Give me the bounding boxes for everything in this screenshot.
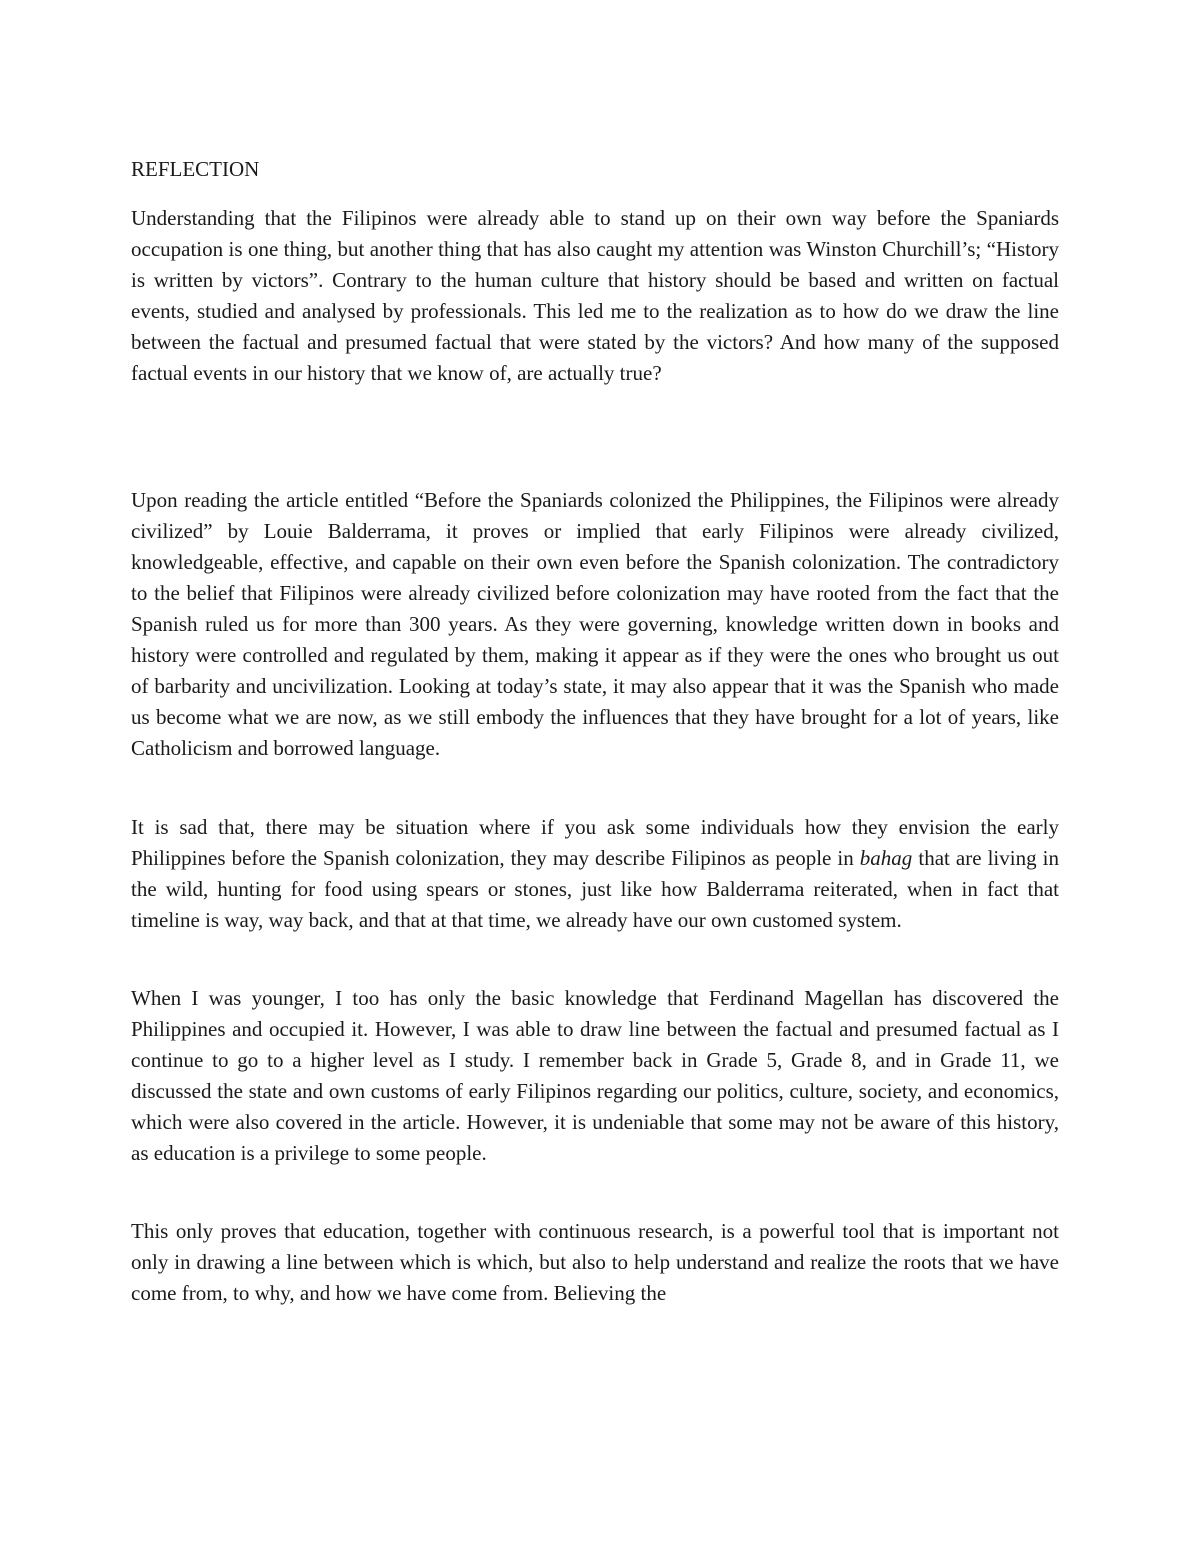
paragraph-3 <box>131 812 1059 936</box>
paragraph-3-italic-word: bahag <box>859 846 913 870</box>
paragraph-2: Upon reading the article entitled “Before the Spaniards colonized the Philippines, the Filipinos were already civilized” by Louie Balderrama, it proves or implied that early Filipinos were already civilized, knowledgeable, effective, and capable on their own even before the Spanish colonization. The contradictory to the belief that Filipinos were already civilized before colonization may have rooted from the fact that the Spanish ruled us for more than 300 years. As they were governing, knowledge written down in books and history were controlled and regulated by them, making it appear as if they were the ones who brought us out of barbarity and uncivilization. Looking at today’s state, it may also appear that it was the Spanish who made us become what we are now, as we still embody the influences that they have brought for a lot of years, like Catholicism and borrowed language. <box>131 488 1059 760</box>
document-title: REFLECTION <box>131 157 260 181</box>
paragraph-5: This only proves that education, together with continuous research, is a powerful tool that is important not only in drawing a line between which is which, but also to help understand and realize the roots that we have come from, to why, and how we have come from. Believing the <box>131 1219 1059 1305</box>
paragraph-1: Understanding that the Filipinos were already able to stand up on their own way before the Spaniards occupation is one thing, but another thing that has also caught my attention was Winston Churchill’s; “History is written by victors”. Contrary to the human culture that history should be based and written on factual events, studied and analysed by professionals. This led me to the realization as to how do we draw the line between the factual and presumed factual that were stated by the victors? And how many of the supposed factual events in our history that we know of, are actually true? <box>131 206 1059 385</box>
paragraph-4: When I was younger, I too has only the basic knowledge that Ferdinand Magellan has discovered the Philippines and occupied it. However, I was able to draw line between the factual and presumed factual as I continue to go to a higher level as I study. I remember back in Grade 5, Grade 8, and in Grade 11, we discussed the state and own customs of early Filipinos regarding our politics, culture, society, and economics, which were also covered in the article. However, it is undeniable that some may not be aware of this history, as education is a privilege to some people. <box>131 986 1059 1165</box>
paragraph-3-text-b: that are living in the wild, hunting for food using spears or stones, just like how Balderrama reiterated, when in fact that timeline is way, way back, and that at that time, we already have our own customed system. <box>131 846 1059 932</box>
paragraph-3-text-a: It is sad that, there may be situation where if you ask some individuals how they envision the early Philippines before the Spanish colonization, they may describe Filipinos as people in <box>131 815 1059 870</box>
